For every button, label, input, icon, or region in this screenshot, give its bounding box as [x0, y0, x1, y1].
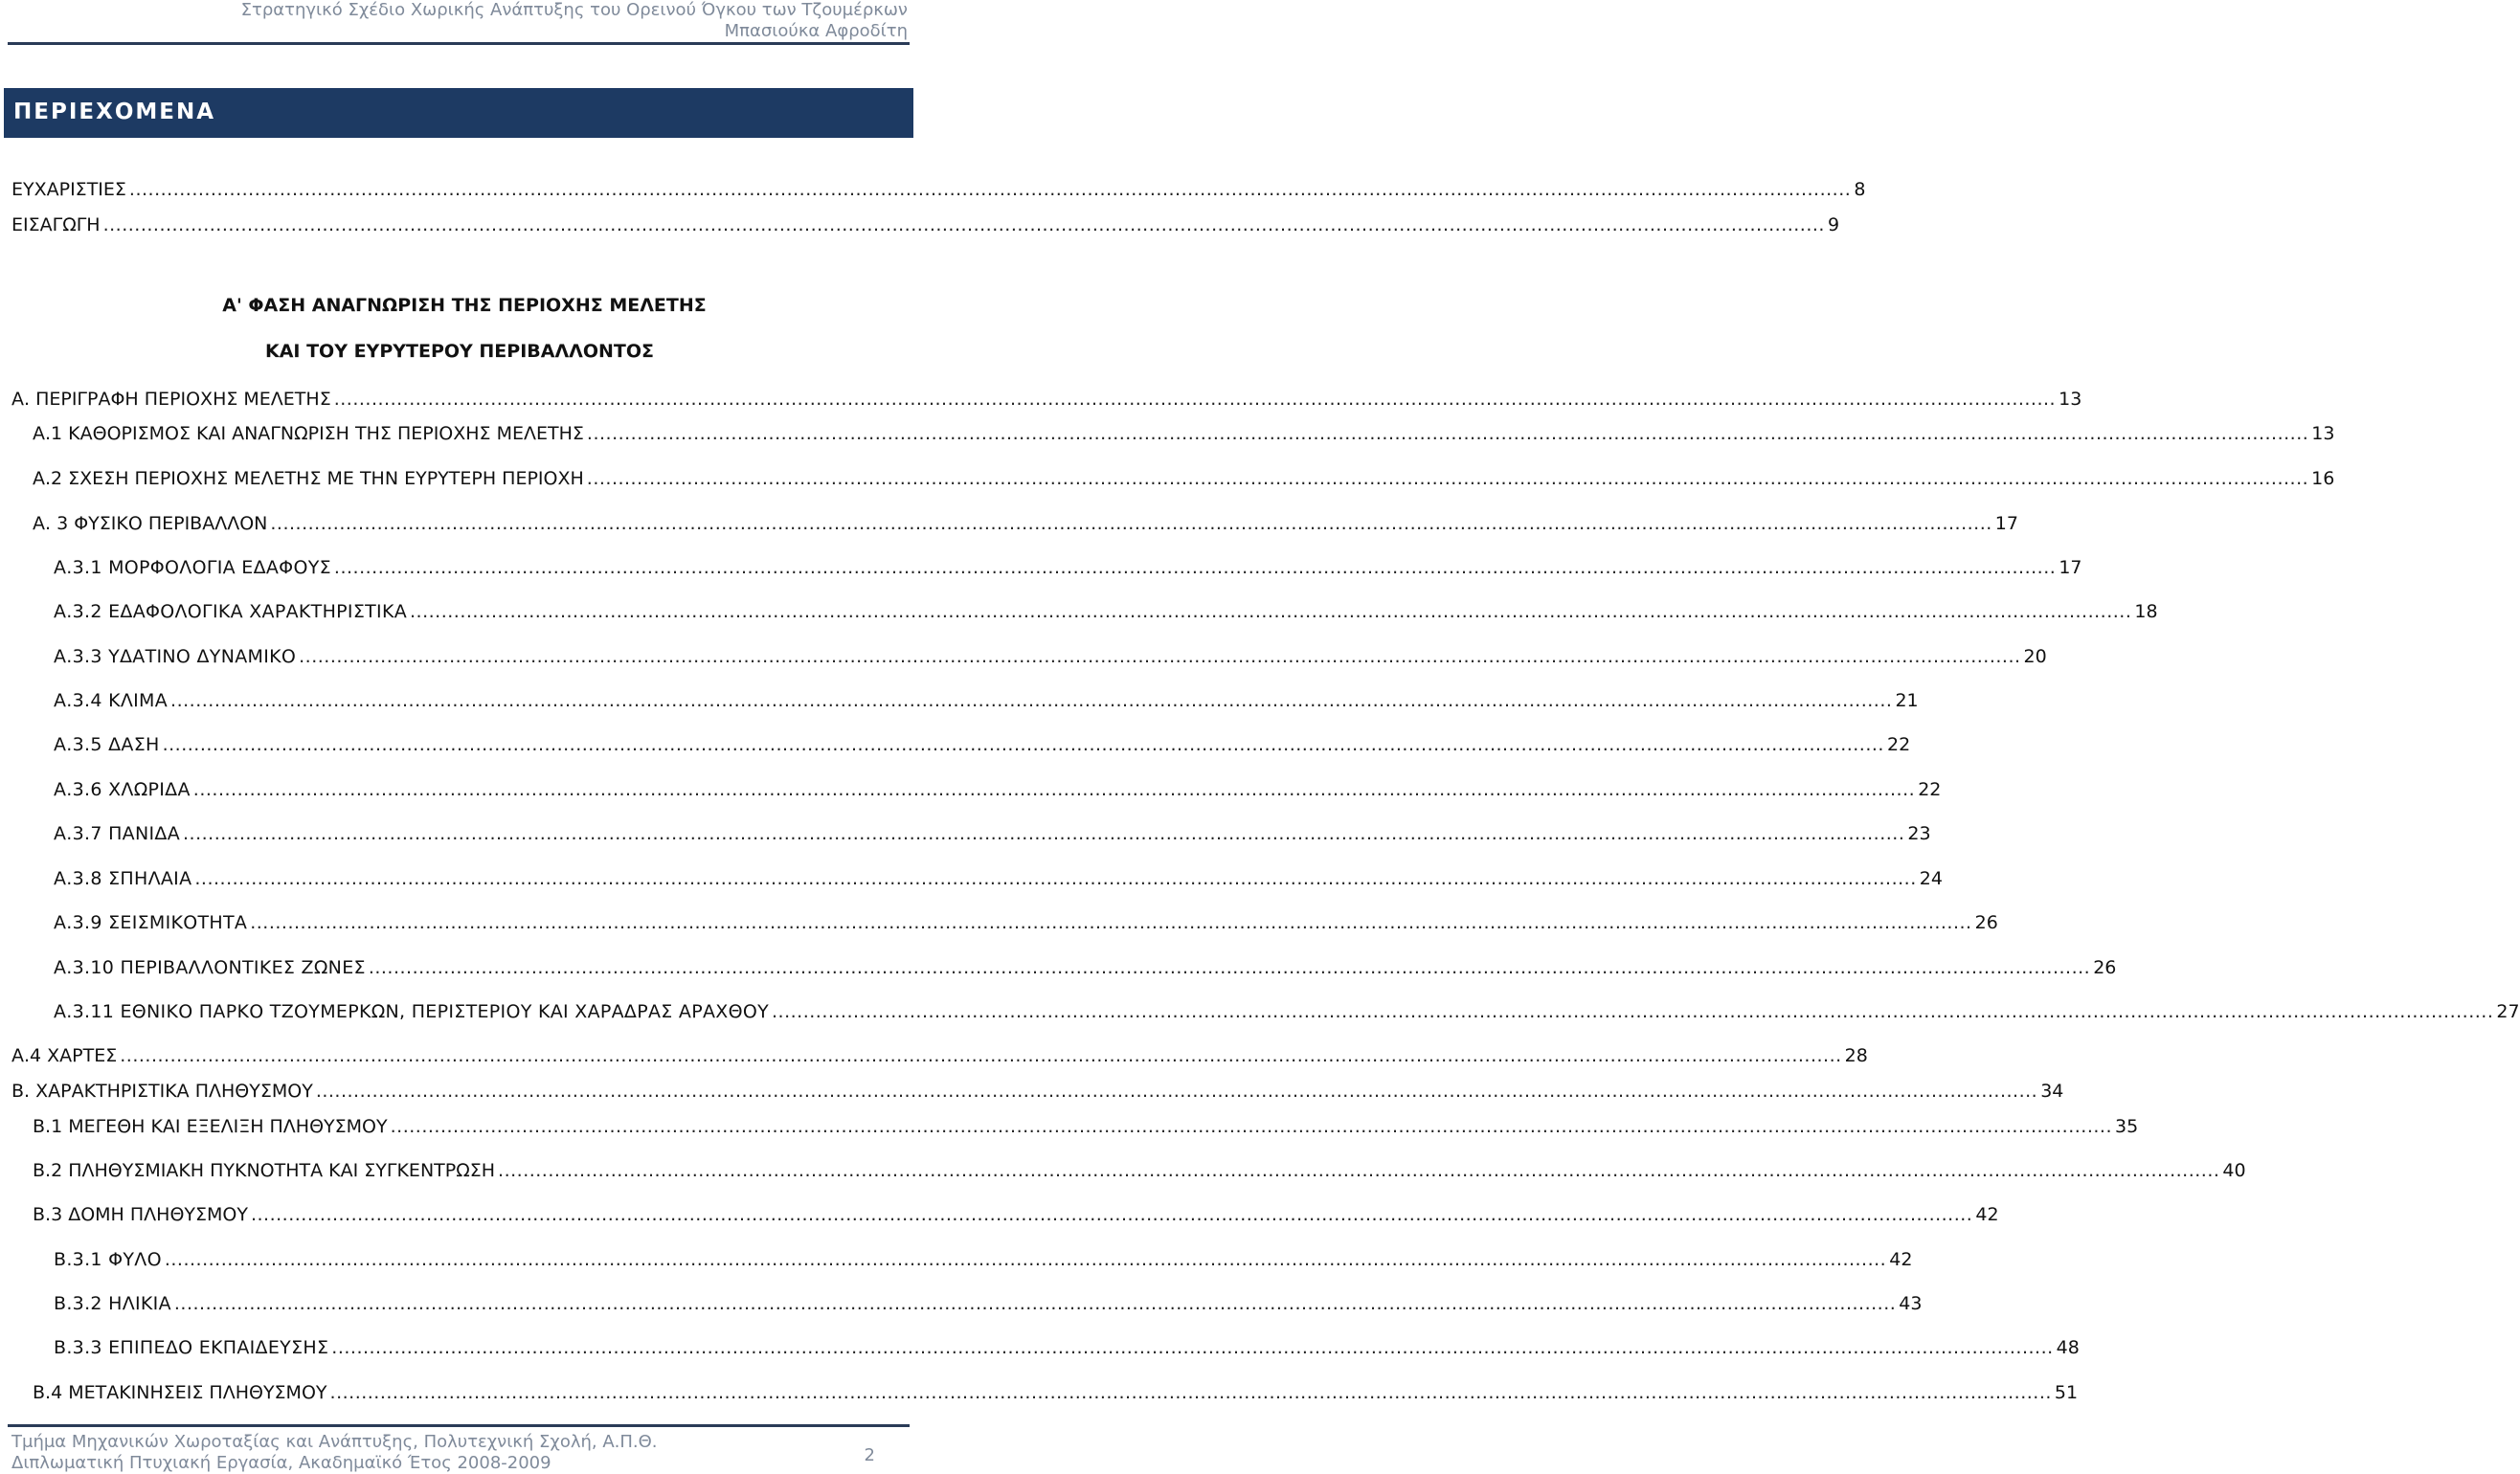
- toc-entry-page-number: 40: [2222, 1160, 2246, 1181]
- phase-heading-line2: ΚΑΙ ΤΟΥ ΕΥΡΥΤΕΡΟΥ ΠΕΡΙΒΑΛΛΟΝΤΟΣ: [264, 341, 655, 362]
- toc-entry-page-number: 24: [1919, 868, 1943, 889]
- toc-entry-page-number: 9: [1827, 214, 1840, 235]
- toc-entry-page-number: 42: [1889, 1249, 1913, 1270]
- footer-thesis-info: Διπλωματική Πτυχιακή Εργασία, Ακαδημαϊκό Έτος 2008-2009: [11, 1453, 551, 1473]
- toc-entry-label: Α.3.5 ΔΑΣΗ: [54, 734, 160, 755]
- toc-entry[interactable]: [0, 911, 1998, 934]
- footer-department: Τμήμα Μηχανικών Χωροταξίας και Ανάπτυξης, Πολυτεχνική Σχολή, Α.Π.Θ.: [11, 1432, 658, 1452]
- toc-entry-label: Α.3.6 ΧΛΩΡΙΔΑ: [54, 779, 191, 800]
- toc-entry-label: Α.3.1 ΜΟΡΦΟΛΟΓΙΑ ΕΔΑΦΟΥΣ: [54, 557, 331, 578]
- toc-entry[interactable]: [0, 1044, 1868, 1067]
- toc-entry-label: Β.2 ΠΛΗΘΥΣΜΙΑΚΗ ΠΥΚΝΟΤΗΤΑ ΚΑΙ ΣΥΓΚΕΝΤΡΩΣΗ: [33, 1160, 496, 1181]
- contents-title: ΠΕΡΙΕΧΟΜΕΝΑ: [13, 100, 216, 124]
- toc-entry[interactable]: [0, 1248, 1913, 1271]
- toc-dot-leader: [250, 911, 1971, 934]
- toc-dot-leader: [587, 467, 2308, 490]
- toc-entry[interactable]: [0, 556, 2082, 579]
- toc-entry-label: Α.2 ΣΧΕΣΗ ΠΕΡΙΟΧΗΣ ΜΕΛΕΤΗΣ ΜΕ ΤΗΝ ΕΥΡΥΤΕΡΗ ΠΕΡΙΟΧΗ: [33, 468, 584, 489]
- toc-dot-leader: [410, 600, 2131, 623]
- toc-entry[interactable]: [0, 733, 1911, 756]
- toc-entry-page-number: 8: [1854, 179, 1866, 200]
- header-divider: [8, 42, 910, 45]
- toc-entry-label: Α.4 ΧΑΡΤΕΣ: [11, 1045, 118, 1066]
- toc-entry[interactable]: [0, 956, 2117, 979]
- toc-dot-leader: [170, 689, 1892, 712]
- header-title: Στρατηγικό Σχέδιο Χωρικής Ανάπτυξης του Ορεινού Όγκου των Τζουμέρκων: [240, 0, 908, 20]
- toc-entry-label: Β.4 ΜΕΤΑΚΙΝΗΣΕΙΣ ΠΛΗΘΥΣΜΟΥ: [33, 1382, 327, 1403]
- toc-entry-page-number: 35: [2115, 1116, 2139, 1137]
- toc-entry-page-number: 13: [2311, 423, 2335, 444]
- toc-entry-label: Α.3.9 ΣΕΙΣΜΙΚΟΤΗΤΑ: [54, 912, 248, 933]
- toc-entry[interactable]: [0, 1000, 2520, 1023]
- toc-entry[interactable]: [0, 1203, 1999, 1226]
- toc-dot-leader: [299, 645, 2020, 668]
- toc-entry-page-number: 26: [1974, 912, 1998, 933]
- toc-dot-leader: [120, 1044, 1841, 1067]
- toc-entry-page-number: 48: [2056, 1337, 2080, 1358]
- toc-entry-page-number: 17: [1994, 513, 2018, 534]
- toc-entry[interactable]: [0, 1159, 2246, 1182]
- contents-banner: [4, 88, 913, 138]
- toc-entry-label: Β.3 ΔΟΜΗ ΠΛΗΘΥΣΜΟΥ: [33, 1204, 248, 1225]
- toc-dot-leader: [316, 1080, 2037, 1103]
- toc-entry-label: ΕΥΧΑΡΙΣΤΙΕΣ: [11, 179, 126, 200]
- page-footer: [11, 1432, 658, 1474]
- page-header: [241, 0, 908, 42]
- toc-entry-page-number: 34: [2040, 1081, 2064, 1102]
- toc-entry[interactable]: [0, 645, 2047, 668]
- toc-dot-leader: [330, 1381, 2052, 1404]
- toc-entry-page-number: 28: [1844, 1045, 1868, 1066]
- toc-dot-leader: [193, 778, 1915, 801]
- toc-entry-label: Α.3.11 ΕΘΝΙΚΟ ΠΑΡΚΟ ΤΖΟΥΜΕΡΚΩΝ, ΠΕΡΙΣΤΕΡΙΟΥ ΚΑΙ ΧΑΡΑΔΡΑΣ ΑΡΑΧΘΟΥ: [54, 1001, 769, 1022]
- toc-dot-leader: [498, 1159, 2219, 1182]
- toc-entry[interactable]: [0, 867, 1943, 890]
- toc-entry-page-number: 51: [2054, 1382, 2079, 1403]
- toc-entry-label: ΕΙΣΑΓΩΓΗ: [11, 214, 101, 235]
- toc-dot-leader: [334, 556, 2056, 579]
- toc-entry-label: Β.3.1 ΦΥΛΟ: [54, 1249, 162, 1270]
- toc-dot-leader: [331, 1336, 2053, 1359]
- toc-dot-leader: [194, 867, 1916, 890]
- toc-dot-leader: [129, 178, 1851, 201]
- toc-entry-label: Α.3.4 ΚΛΙΜΑ: [54, 690, 169, 711]
- toc-entry-page-number: 22: [1918, 779, 1942, 800]
- toc-entry[interactable]: [0, 467, 2335, 490]
- toc-entry-page-number: 43: [1899, 1293, 1923, 1314]
- toc-entry[interactable]: [0, 1292, 1923, 1315]
- toc-dot-leader: [772, 1000, 2493, 1023]
- toc-entry-page-number: 27: [2496, 1001, 2520, 1022]
- toc-entry-page-number: 17: [2059, 557, 2082, 578]
- toc-dot-leader: [587, 422, 2308, 445]
- toc-entry[interactable]: [0, 600, 2158, 623]
- toc-entry[interactable]: [0, 1381, 2079, 1404]
- toc-entry-label: Α.1 ΚΑΘΟΡΙΣΜΟΣ ΚΑΙ ΑΝΑΓΝΩΡΙΣΗ ΤΗΣ ΠΕΡΙΟΧΗΣ ΜΕΛΕΤΗΣ: [33, 423, 584, 444]
- toc-dot-leader: [163, 733, 1884, 756]
- toc-entry[interactable]: [0, 689, 1919, 712]
- toc-entry-label: Α. ΠΕΡΙΓΡΑΦΗ ΠΕΡΙΟΧΗΣ ΜΕΛΕΤΗΣ: [11, 389, 331, 410]
- toc-entry-label: Β. ΧΑΡΑΚΤΗΡΙΣΤΙΚΑ ΠΛΗΘΥΣΜΟΥ: [11, 1081, 313, 1102]
- toc-dot-leader: [103, 213, 1825, 236]
- toc-entry-page-number: 42: [1975, 1204, 1999, 1225]
- toc-entry-page-number: 21: [1895, 690, 1919, 711]
- toc-entry-label: Α.3.3 ΥΔΑΤΙΝΟ ΔΥΝΑΜΙΚΟ: [54, 646, 297, 667]
- page-number: 2: [864, 1445, 875, 1465]
- toc-entry-label: Β.3.3 ΕΠΙΠΕΔΟ ΕΚΠΑΙΔΕΥΣΗΣ: [54, 1337, 329, 1358]
- toc-entry-label: Α.3.2 ΕΔΑΦΟΛΟΓΙΚΑ ΧΑΡΑΚΤΗΡΙΣΤΙΚΑ: [54, 601, 407, 622]
- toc-entry[interactable]: [0, 213, 1840, 236]
- toc-entry-page-number: 23: [1907, 823, 1931, 844]
- toc-entry-label: Α.3.7 ΠΑΝΙΔΑ: [54, 823, 180, 844]
- toc-dot-leader: [174, 1292, 1896, 1315]
- toc-dot-leader: [251, 1203, 1972, 1226]
- toc-dot-leader: [270, 512, 1991, 535]
- toc-entry-page-number: 18: [2134, 601, 2158, 622]
- toc-entry[interactable]: [0, 1336, 2080, 1359]
- phase-heading-line1: Α' ΦΑΣΗ ΑΝΑΓΝΩΡΙΣΗ ΤΗΣ ΠΕΡΙΟΧΗΣ ΜΕΛΕΤΗΣ: [222, 295, 707, 316]
- footer-divider: [8, 1424, 910, 1427]
- toc-entry-label: Β.1 ΜΕΓΕΘΗ ΚΑΙ ΕΞΕΛΙΞΗ ΠΛΗΘΥΣΜΟΥ: [33, 1116, 388, 1137]
- header-author: Μπασιούκα Αφροδίτη: [724, 21, 908, 41]
- toc-dot-leader: [369, 956, 2090, 979]
- toc-dot-leader: [334, 388, 2056, 411]
- toc-entry[interactable]: [0, 822, 1931, 845]
- toc-entry[interactable]: [0, 178, 1866, 201]
- toc-entry[interactable]: [0, 1080, 2064, 1103]
- toc-entry-label: Α. 3 ΦΥΣΙΚΟ ΠΕΡΙΒΑΛΛΟΝ: [33, 513, 268, 534]
- toc-entry-page-number: 20: [2023, 646, 2047, 667]
- toc-entry[interactable]: [0, 388, 2082, 411]
- toc-entry-label: Β.3.2 ΗΛΙΚΙΑ: [54, 1293, 171, 1314]
- toc-entry[interactable]: [0, 512, 2018, 535]
- toc-dot-leader: [165, 1248, 1886, 1271]
- toc-dot-leader: [183, 822, 1904, 845]
- toc-entry-page-number: 22: [1886, 734, 1911, 755]
- toc-dot-leader: [391, 1115, 2112, 1138]
- toc-entry-page-number: 13: [2059, 389, 2082, 410]
- toc-entry-page-number: 26: [2093, 957, 2117, 978]
- toc-entry[interactable]: [0, 778, 1942, 801]
- toc-entry-page-number: 16: [2311, 468, 2335, 489]
- toc-entry[interactable]: [0, 422, 2335, 445]
- toc-entry[interactable]: [0, 1115, 2139, 1138]
- toc-entry-label: Α.3.10 ΠΕΡΙΒΑΛΛΟΝΤΙΚΕΣ ΖΩΝΕΣ: [54, 957, 366, 978]
- toc-entry-label: Α.3.8 ΣΠΗΛΑΙΑ: [54, 868, 192, 889]
